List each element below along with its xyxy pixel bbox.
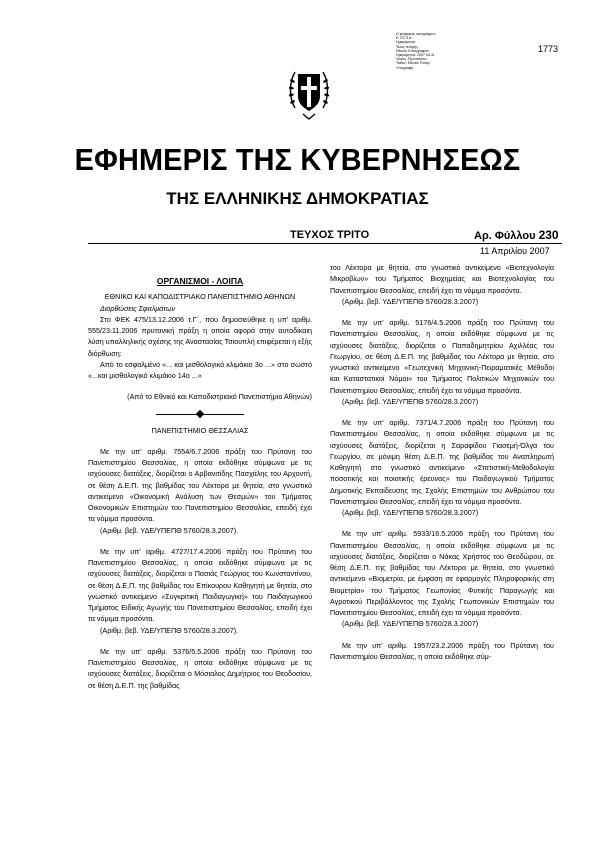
paragraph: Με την υπ' αριθμ. 7371/4.7.2006 πράξη του Πρύτανη του Πανεπιστημίου Θεσσαλίας, η οποία εκδόθηκε σύμφωνα με τις ισχύουσες διατάξεις, διορίζεται η Σαραφίδου Γιασεμή-Όλγα του Γεωργίου, σε μόνιμη θέση Δ.Ε.Π. της βαθμίδας του Αναπληρωτή Καθηγητή στο γνωστικό αντικείμενο «Στατιστική-Μεθοδολογία ποσοτικής και ποιοτικής έρευνας» του Παιδαγωγικού Τμήματος Δημοτικής Εκπαίδευσης της Σχολής Επιστημών του Ανθρώπου του Πανεπιστημίου Θεσσαλίας, επειδή έχει τα νόμιμα προσόντα.: [330, 418, 554, 506]
issue-label: ΤΕΥΧΟΣ ΤΡΙΤΟ: [290, 229, 370, 241]
reference: (Αριθμ. βεβ. ΥΔΕ/ΥΠΕΠΘ 5760/28.3.2007).: [100, 625, 239, 635]
page-number: 1773: [538, 44, 559, 54]
paragraph: Με την υπ' αριθμ. 1957/23.2.2006 πράξη του Πρύτανη του Πανεπιστημίου Θεσσαλίας, η οποία εκδόθηκε σύμ-: [330, 640, 554, 661]
institution-heading: ΠΑΝΕΠΙΣΤΗΜΙΟ ΘΕΣΣΑΛΙΑΣ: [151, 425, 249, 435]
corrections-heading: Διορθώσεις Σφαλμάτων: [100, 303, 176, 313]
stamp-line: Ημερομηνία: [396, 40, 416, 45]
institution-heading: ΕΘΝΙΚΟ ΚΑΙ ΚΑΠΟΔΙΣΤΡΙΑΚΟ ΠΑΝΕΠΙΣΤΗΜΙΟ ΑΘΗΝΩΝ: [104, 292, 296, 302]
paragraph: Με την υπ' αριθμ. 5176/4.5.2006 πράξη του Πρύτανη του Πανεπιστημίου Θεσσαλίας, η οποία εκδόθηκε σύμφωνα με τις ισχύουσες διατάξεις, διορίζεται ο Παπαδημητρίου Αχιλλέας του Γεωργίου, σε θέση Δ.Ε.Π. της βαθμίδας του Λέκτορα με θητεία, στο γνωστικό αντικείμενο «Γεωτεχνική Μηχανική-Πειραματικές Μέθοδοι και Καταστατικοί Νόμοι» του Τμήματος Πολιτικών Μηχανικών του Πανεπιστημίου Θεσσαλίας, επειδή έχει τα νόμιμα προσόντα.: [330, 318, 554, 395]
coat-of-arms-icon: [289, 62, 329, 124]
reference: (Αριθμ. βεβ. ΥΔΕ/ΥΠΕΠΘ 5760/28.3.2007): [342, 396, 479, 406]
signoff: (Από το Εθνικό και Καποδιστριακό Πανεπιστήμιο Αθηνών): [127, 392, 312, 402]
reference: (Αριθμ. βεβ. ΥΔΕ/ΥΠΕΠΘ 5760/28.3.2007).: [100, 525, 239, 535]
stamp-line: Υπογραφή: [396, 65, 414, 70]
stamp-line: Ημερομηνία: 2007.04.11: [396, 53, 435, 58]
section-divider: [88, 407, 312, 421]
sheet-number-value: 230: [538, 228, 559, 242]
reference: (Αριθμ. βεβ. ΥΔΕ/ΥΠΕΠΘ 5760/28.3.2007): [342, 619, 479, 629]
paragraph: Από το εσφαλμένο «... και μισθολογικό κλιμάκιο 3ο ...» στο σωστό «...και μισθολογικό κλιμάκιο 14ο ...»: [88, 359, 312, 380]
header-rule: [88, 243, 562, 244]
stamp-line: Εθνικό Τυπογραφείο: [396, 48, 429, 53]
digital-signature-stamp: [396, 32, 454, 70]
sheet-number: [474, 228, 559, 242]
gazette-subtitle: ΤΗΣ ΕΛΛΗΝΙΚΗΣ ΔΗΜΟΚΡΑΤΙΑΣ: [166, 189, 429, 208]
paragraph: του Λέκτορα με θητεία, στο γνωστικό αντικείμενο «Βιοτεχνολογία Μικροβίων» του Τμήματος Βιοχημείας και Βιοτεχνολογίας του Πανεπιστημίου Θεσσαλίας, επειδή έχει τα νόμιμα προσόντα.: [330, 263, 554, 295]
stamp-line: Ο ψηφιακός υπογράφων:: [396, 32, 437, 36]
reference: (Αριθμ. βεβ. ΥΔΕ/ΥΠΕΠΘ 5760/28.3.2007): [342, 508, 479, 517]
paragraph: Με την υπ' αριθμ. 5376/5.5.2006 πράξη του Πρύτανη του Πανεπιστημίου Θεσσαλίας, η οποία εκδόθηκε σύμφωνα με τις ισχύουσες διατάξεις, διορίζεται ο Μόσιαλος Δημήτριος του Θεοδοσίου, σε θέση Δ.Ε.Π. της βαθμίδας: [88, 646, 312, 690]
stamp-line: Τόπος: Εθνικό Τυπογ.: [396, 61, 431, 66]
left-column: [88, 262, 312, 691]
paragraph: Με την υπ' αριθμ. 7554/6.7.2006 πράξη του Πρύτανη του Πανεπιστημίου Θεσσαλίας, η οποία εκδόθηκε σύμφωνα με τις ισχύουσες διατάξεις, διορίζεται ο Αρβανιτίδης Πασχάλης του Αρχοντή, σε θέση Δ.Ε.Π. της βαθμίδας του Λέκτορα με θητεία, στο γνωστικό αντικείμενο «Οικονομική Ανάλυση των Θεσμών» του Τμήματος Οικονομικών Επιστημών του Πανεπιστημίου Θεσσαλίας, επειδή έχει τα νόμιμα προσόντα.: [88, 446, 312, 524]
stamp-line: Λόγος: Πρωτότυπο: [396, 57, 427, 62]
stamp-line: Ε.Τ.Ε.Π.Α: [396, 36, 412, 41]
issue-date: 11 Απριλίου 2007: [480, 246, 550, 256]
sheet-label: Αρ. Φύλλου: [474, 230, 536, 242]
section-title: ΟΡΓΑΝΙΣΜΟΙ - ΛΟΙΠΑ: [156, 276, 244, 286]
reference: (Αριθμ. βεβ. ΥΔΕ/ΥΠΕΠΘ 5760/28.3.2007): [342, 296, 479, 306]
paragraph: Με την υπ' αριθμ. 5933/16.5.2006 πράξη του Πρύτανη του Πανεπιστημίου Θεσσαλίας, η οποία εκδόθηκε σύμφωνα με τις ισχύουσες διατάξεις, διορίζεται ο Νάκας Χρήστος του Θεοδώρου, σε θέση Δ.Ε.Π. της βαθμίδας του Λέκτορα με θητεία, στο γνωστικό αντικείμενο «Βιομετρία, με έμφαση σε εφαρμογές Πληροφορικής στη Βιομετρία» του Τμήματος Γεωπονίας Φυτικής Παραγωγής και Αγροτικού Περιβάλλοντος της Σχολής Γεωπονικών Επιστημών του Πανεπιστημίου Θεσσαλίας, επειδή έχει τα νόμιμα προσόντα.: [330, 529, 554, 617]
stamp-line: Τέλος πλήρης: [396, 44, 418, 49]
gazette-title: ΕΦΗΜΕΡΙΣ ΤΗΣ ΚΥΒΕΡΝΗΣΕΩΣ: [74, 142, 521, 177]
paragraph: Στο ΦΕΚ 475/13.12.2006 τ.Γ΄, που δημοσιεύθηκε η υπ' αριθμ. 555/23.11.2006 πρυτανική πράξη η οποία αφορά στην αυτοδίκαιη λύση υπαλληλικής σχέσης της Αναστασίας Τσιουπλή επιφέρεται η εξής διόρθωση:: [88, 314, 313, 358]
right-column: [330, 262, 554, 662]
paragraph: Με την υπ' αριθμ. 4727/17.4.2006 πράξη του Πρύτανη του Πανεπιστημίου Θεσσαλίας, η οποία εκδόθηκε σύμφωνα με τις ισχύουσες διατάξεις, διορίζεται ο Πασιάς Γεώργιος του Κωνσταντίνου, σε θέση Δ.Ε.Π. της βαθμίδας του Επίκουρου Καθηγητή με θητεία, στο γνωστικό αντικείμενο «Συγκριτική Παιδαγωγική» του Παιδαγωγικού Τμήματος Ειδικής Αγωγής του Πανεπιστημίου Θεσσαλίας, επειδή έχει τα νόμιμα προσόντα.: [88, 546, 312, 624]
